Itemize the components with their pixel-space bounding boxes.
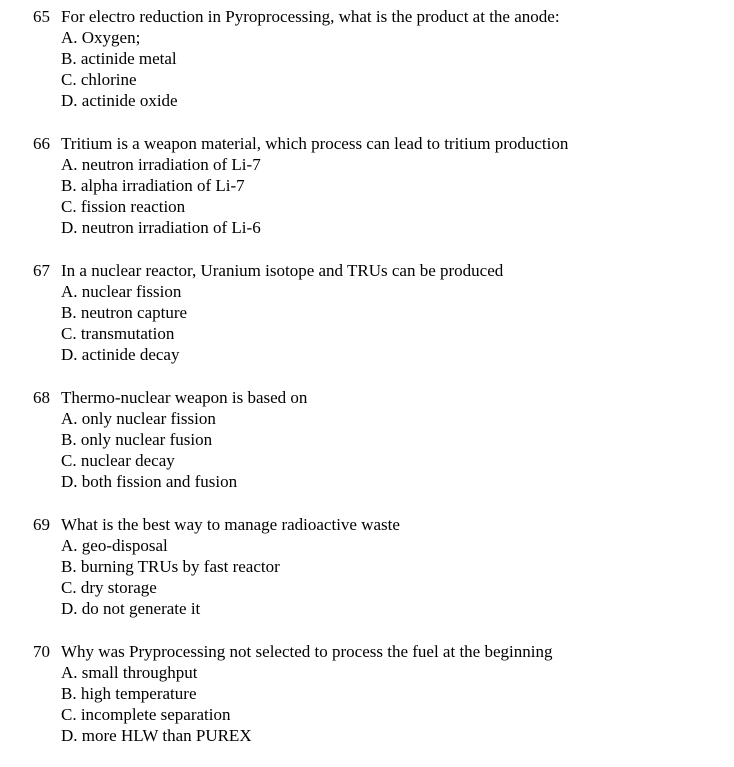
option-c: C. transmutation xyxy=(61,324,175,343)
option-c: C. chlorine xyxy=(61,70,137,89)
question-number: 66 xyxy=(33,134,50,153)
option-d: D. actinide decay xyxy=(61,345,180,364)
option-a: A. only nuclear fission xyxy=(61,409,216,428)
question-text: Tritium is a weapon material, which process can lead to tritium production xyxy=(61,134,569,153)
option-d: D. more HLW than PUREX xyxy=(61,726,252,745)
option-d: D. do not generate it xyxy=(61,599,201,618)
option-d: D. actinide oxide xyxy=(61,91,178,110)
option-b: B. neutron capture xyxy=(61,303,188,322)
question-text: What is the best way to manage radioactive waste xyxy=(61,515,400,534)
option-a: A. geo-disposal xyxy=(61,536,168,555)
option-c: C. incomplete separation xyxy=(61,705,231,724)
option-c: C. dry storage xyxy=(61,578,157,597)
question-number: 68 xyxy=(33,388,50,407)
option-d: D. both fission and fusion xyxy=(61,472,238,491)
question-number: 70 xyxy=(33,642,50,661)
option-b: B. high temperature xyxy=(61,684,197,703)
question-number: 65 xyxy=(33,7,50,26)
option-a: A. neutron irradiation of Li-7 xyxy=(61,155,261,174)
question-number: 67 xyxy=(33,261,50,280)
question-text: Why was Pryprocessing not selected to process the fuel at the beginning xyxy=(61,642,553,661)
option-c: C. fission reaction xyxy=(61,197,186,216)
option-b: B. actinide metal xyxy=(61,49,177,68)
option-b: B. burning TRUs by fast reactor xyxy=(61,557,280,576)
option-b: B. alpha irradiation of Li-7 xyxy=(61,176,245,195)
question-text: For electro reduction in Pyroprocessing, what is the product at the anode: xyxy=(61,7,560,26)
option-a: A. Oxygen; xyxy=(61,28,141,47)
option-a: A. nuclear fission xyxy=(61,282,182,301)
option-d: D. neutron irradiation of Li-6 xyxy=(61,218,261,237)
question-text: Thermo-nuclear weapon is based on xyxy=(61,388,308,407)
option-a: A. small throughput xyxy=(61,663,198,682)
option-c: C. nuclear decay xyxy=(61,451,175,470)
question-text: In a nuclear reactor, Uranium isotope and TRUs can be produced xyxy=(61,261,504,280)
option-b: B. only nuclear fusion xyxy=(61,430,213,449)
question-number: 69 xyxy=(33,515,50,534)
